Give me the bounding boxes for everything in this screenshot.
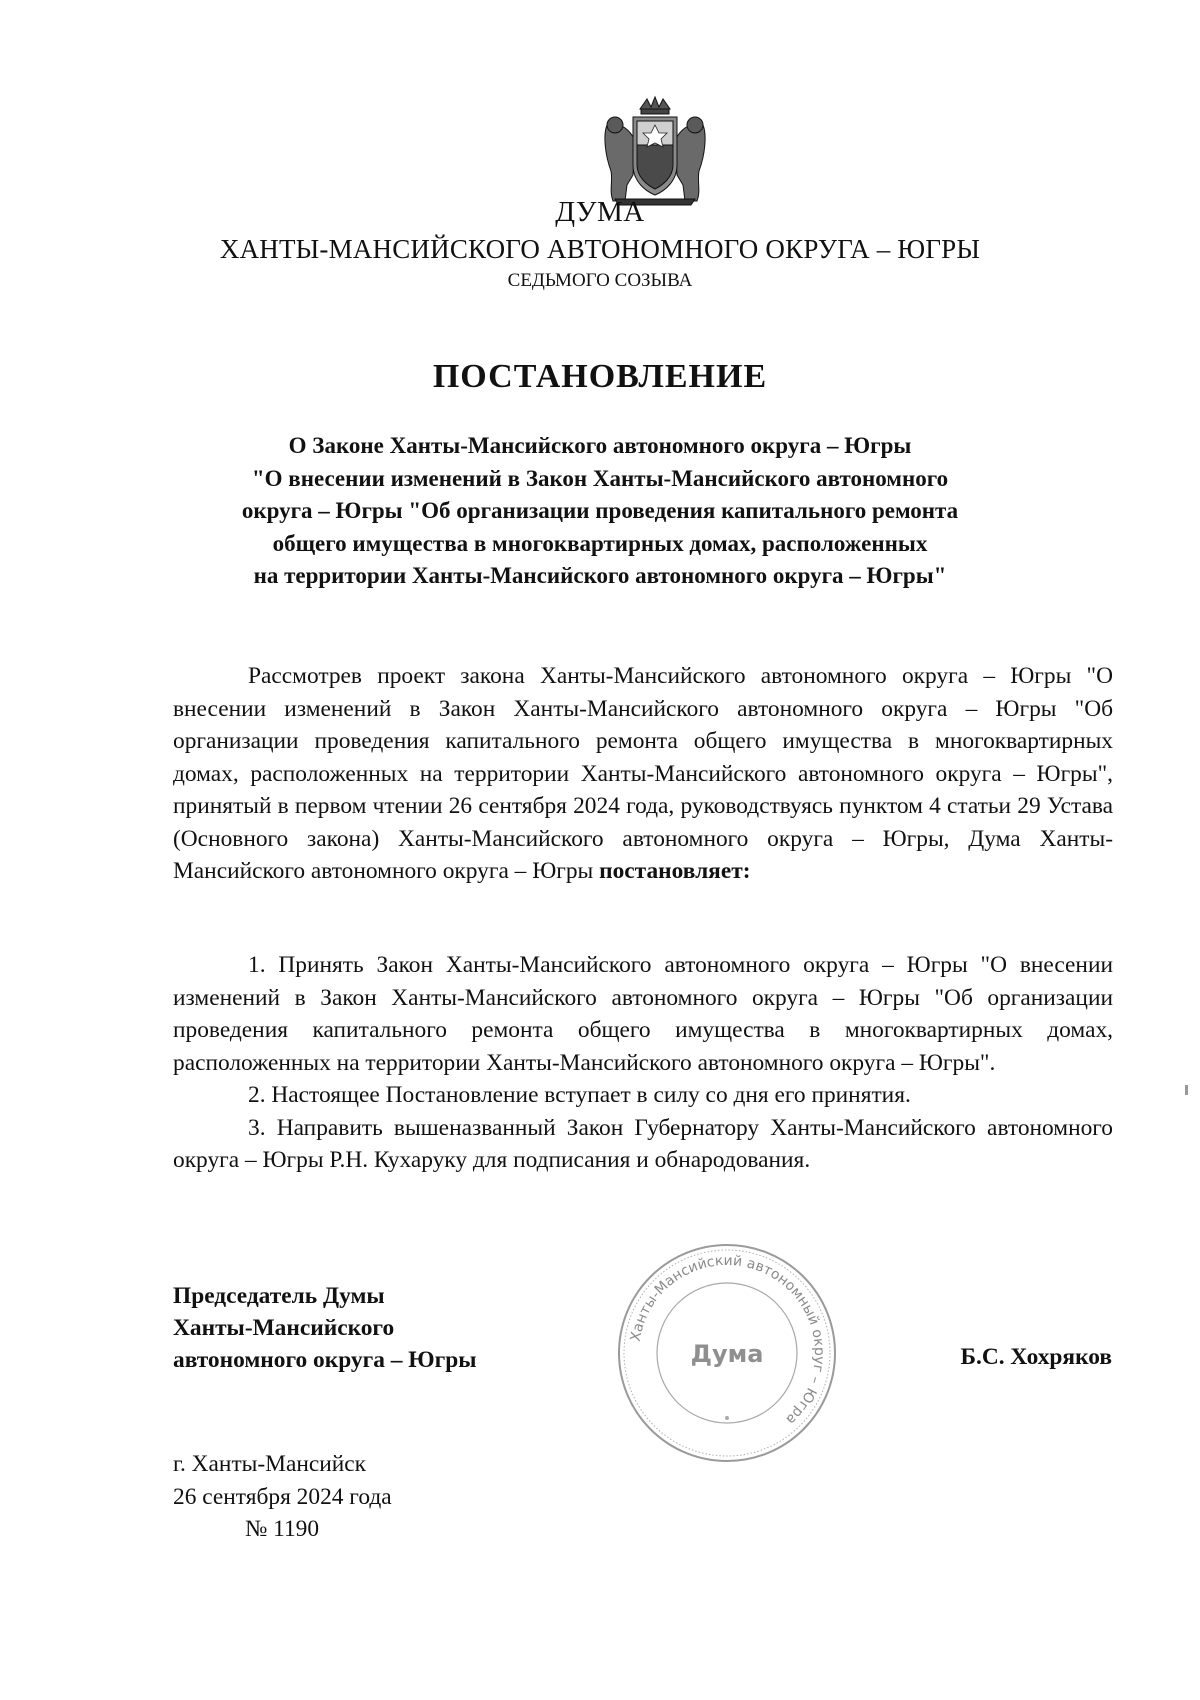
- signatory-name: Б.С. Хохряков: [960, 1344, 1112, 1370]
- document-subject: [150, 430, 1050, 593]
- signatory-title-line: Ханты-Мансийского: [173, 1315, 395, 1341]
- resolves-word: постановляет:: [599, 858, 751, 884]
- place: г. Ханты-Мансийск: [173, 1451, 367, 1477]
- subject-line: округа – Югры "Об организации проведения капитального ремонта: [241, 498, 959, 523]
- convocation: СЕДЬМОГО СОЗЫВА: [507, 270, 693, 291]
- preamble-paragraph: [173, 660, 1113, 888]
- preamble-text: Рассмотрев проект закона Ханты-Мансийского автономного округа – Югры "О внесении изменений в Закон Ханты-Мансийского автономного округа – Югры "Об организации проведения капитального ремонта общего имущества в многоквартирных домах, расположенных на территории Ханты-Мансийского автономного округа – Югры", принятый в первом чтении 26 сентября 2024 года, руководствуясь пунктом 4 статьи 29 Устава (Основного закона) Ханты-Мансийского автономного округа – Югры, Дума Ханты-Мансийского автономного округа – Югры: [173, 663, 1113, 884]
- signatory-title: [173, 1280, 477, 1376]
- subject-line: "О внесении изменений в Закон Ханты-Мансийского автономного: [251, 465, 949, 491]
- stamp-ring-text: Ханты-Мансийский автономный округ – Югра: [627, 1252, 828, 1428]
- signatory-title-line: Председатель Думы: [173, 1283, 385, 1309]
- resolution-items: [173, 949, 1113, 1177]
- resolution-item: 1. Принять Закон Ханты-Мансийского автономного округа – Югры "О внесении изменений в Закон Ханты-Мансийского автономного округа – Югры "Об организации проведения капитального ремонта общего имущества в многоквартирных домах, расположенных на территории Ханты-Мансийского автономного округа – Югры".: [173, 952, 1113, 1076]
- place-date-number: [173, 1448, 392, 1546]
- resolution-item: 3. Направить вышеназванный Закон Губернатору Ханты-Мансийского автономного округа – Югры Р.Н. Кухаруку для подписания и обнародования.: [173, 1114, 1113, 1173]
- issuing-body-name: ДУМА: [555, 196, 645, 228]
- region-name: ХАНТЫ-МАНСИЙСКОГО АВТОНОМНОГО ОКРУГА – ЮГРЫ: [219, 234, 981, 264]
- stamp-center-text: Дума: [690, 1340, 764, 1368]
- coat-of-arms-emblem: [595, 95, 715, 207]
- signatory-title-line: автономного округа – Югры: [173, 1347, 477, 1373]
- subject-line: общего имущества в многоквартирных домах, расположенных: [272, 530, 928, 556]
- document-number: № 1190: [245, 1516, 320, 1542]
- date: 26 сентября 2024 года: [173, 1483, 392, 1510]
- subject-line: на территории Ханты-Мансийского автономного округа – Югры": [253, 563, 947, 588]
- subject-line: О Законе Ханты-Мансийского автономного округа – Югры: [288, 433, 912, 458]
- preamble-block: [173, 660, 1113, 888]
- official-stamp: [612, 1238, 842, 1468]
- resolution-item: 2. Настоящее Постановление вступает в силу со дня его принятия.: [248, 1082, 911, 1108]
- document-type-title: ПОСТАНОВЛЕНИЕ: [432, 358, 768, 395]
- scan-edge-mark: [1185, 1085, 1188, 1095]
